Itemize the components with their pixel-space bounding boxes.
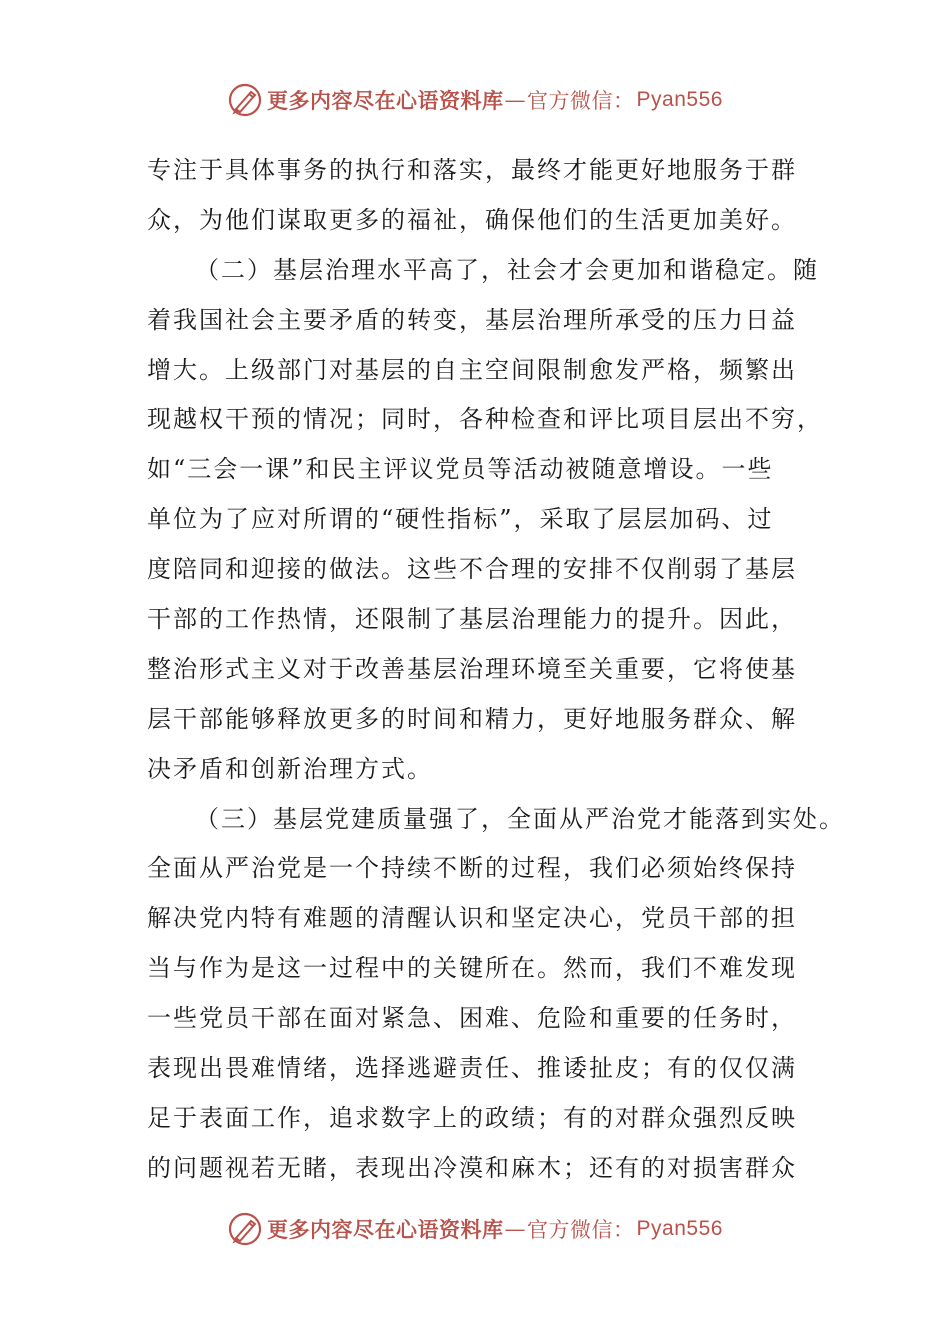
text-line: 决矛盾和创新治理方式。	[147, 754, 433, 783]
text-line: 表现出畏难情绪，选择逃避责任、推诿扯皮；有的仅仅满	[147, 1054, 797, 1083]
pen-logo-icon	[227, 82, 263, 118]
text-line: 现越权干预的情况；同时，各种检查和评比项目层出不穷，	[147, 405, 823, 434]
text-line: 足于表面工作，追求数字上的政绩；有的对群众强烈反映	[147, 1103, 797, 1132]
text-line: 众，为他们谋取更多的福祉，确保他们的生活更加美好。	[147, 205, 797, 234]
text-line: 整治形式主义对于改善基层治理环境至关重要，它将使基	[147, 654, 797, 683]
pen-logo-icon	[227, 1211, 263, 1247]
watermark-footer	[0, 1209, 950, 1249]
text-line: 层干部能够释放更多的时间和精力，更好地服务群众、解	[147, 704, 797, 733]
watermark-id: Pyan556	[636, 88, 723, 111]
text-line: 如“三会一课”和民主评议党员等活动被随意增设。一些	[147, 455, 774, 484]
text-line: 当与作为是这一过程中的关键所在。然而，我们不难发现	[147, 954, 797, 983]
text-line: 解决党内特有难题的清醒认识和坚定决心，党员干部的担	[147, 904, 797, 933]
text-line: 全面从严治党是一个持续不断的过程，我们必须始终保持	[147, 854, 797, 883]
text-line: （二）基层治理水平高了，社会才会更加和谐稳定。随	[195, 255, 819, 284]
watermark-label: 官方微信：	[527, 1218, 635, 1242]
text-line: 度陪同和迎接的做法。这些不合理的安排不仅削弱了基层	[147, 555, 797, 584]
text-line: 的问题视若无睹，表现出冷漠和麻木；还有的对损害群众	[147, 1153, 797, 1182]
text-line: 增大。上级部门对基层的自主空间限制愈发严格，频繁出	[147, 355, 797, 384]
watermark-dash: —	[504, 1217, 527, 1241]
text-line: 一些党员干部在面对紧急、困难、危险和重要的任务时，	[147, 1004, 797, 1033]
watermark-dash: —	[504, 88, 527, 112]
text-line: （三）基层党建质量强了，全面从严治党才能落到实处。	[195, 804, 845, 833]
watermark-brand: 更多内容尽在心语资料库	[267, 88, 504, 113]
text-line: 着我国社会主要矛盾的转变，基层治理所承受的压力日益	[147, 305, 797, 334]
text-line: 专注于具体事务的执行和落实，最终才能更好地服务于群	[147, 156, 797, 184]
watermark-brand: 更多内容尽在心语资料库	[267, 1217, 504, 1242]
watermark-header	[0, 80, 950, 120]
text-line: 单位为了应对所谓的“硬性指标”，采取了层层加码、过	[147, 505, 774, 534]
document-body	[147, 146, 845, 1194]
watermark-label: 官方微信：	[527, 89, 635, 113]
text-line: 干部的工作热情，还限制了基层治理能力的提升。因此，	[147, 605, 797, 634]
watermark-id: Pyan556	[636, 1217, 723, 1240]
